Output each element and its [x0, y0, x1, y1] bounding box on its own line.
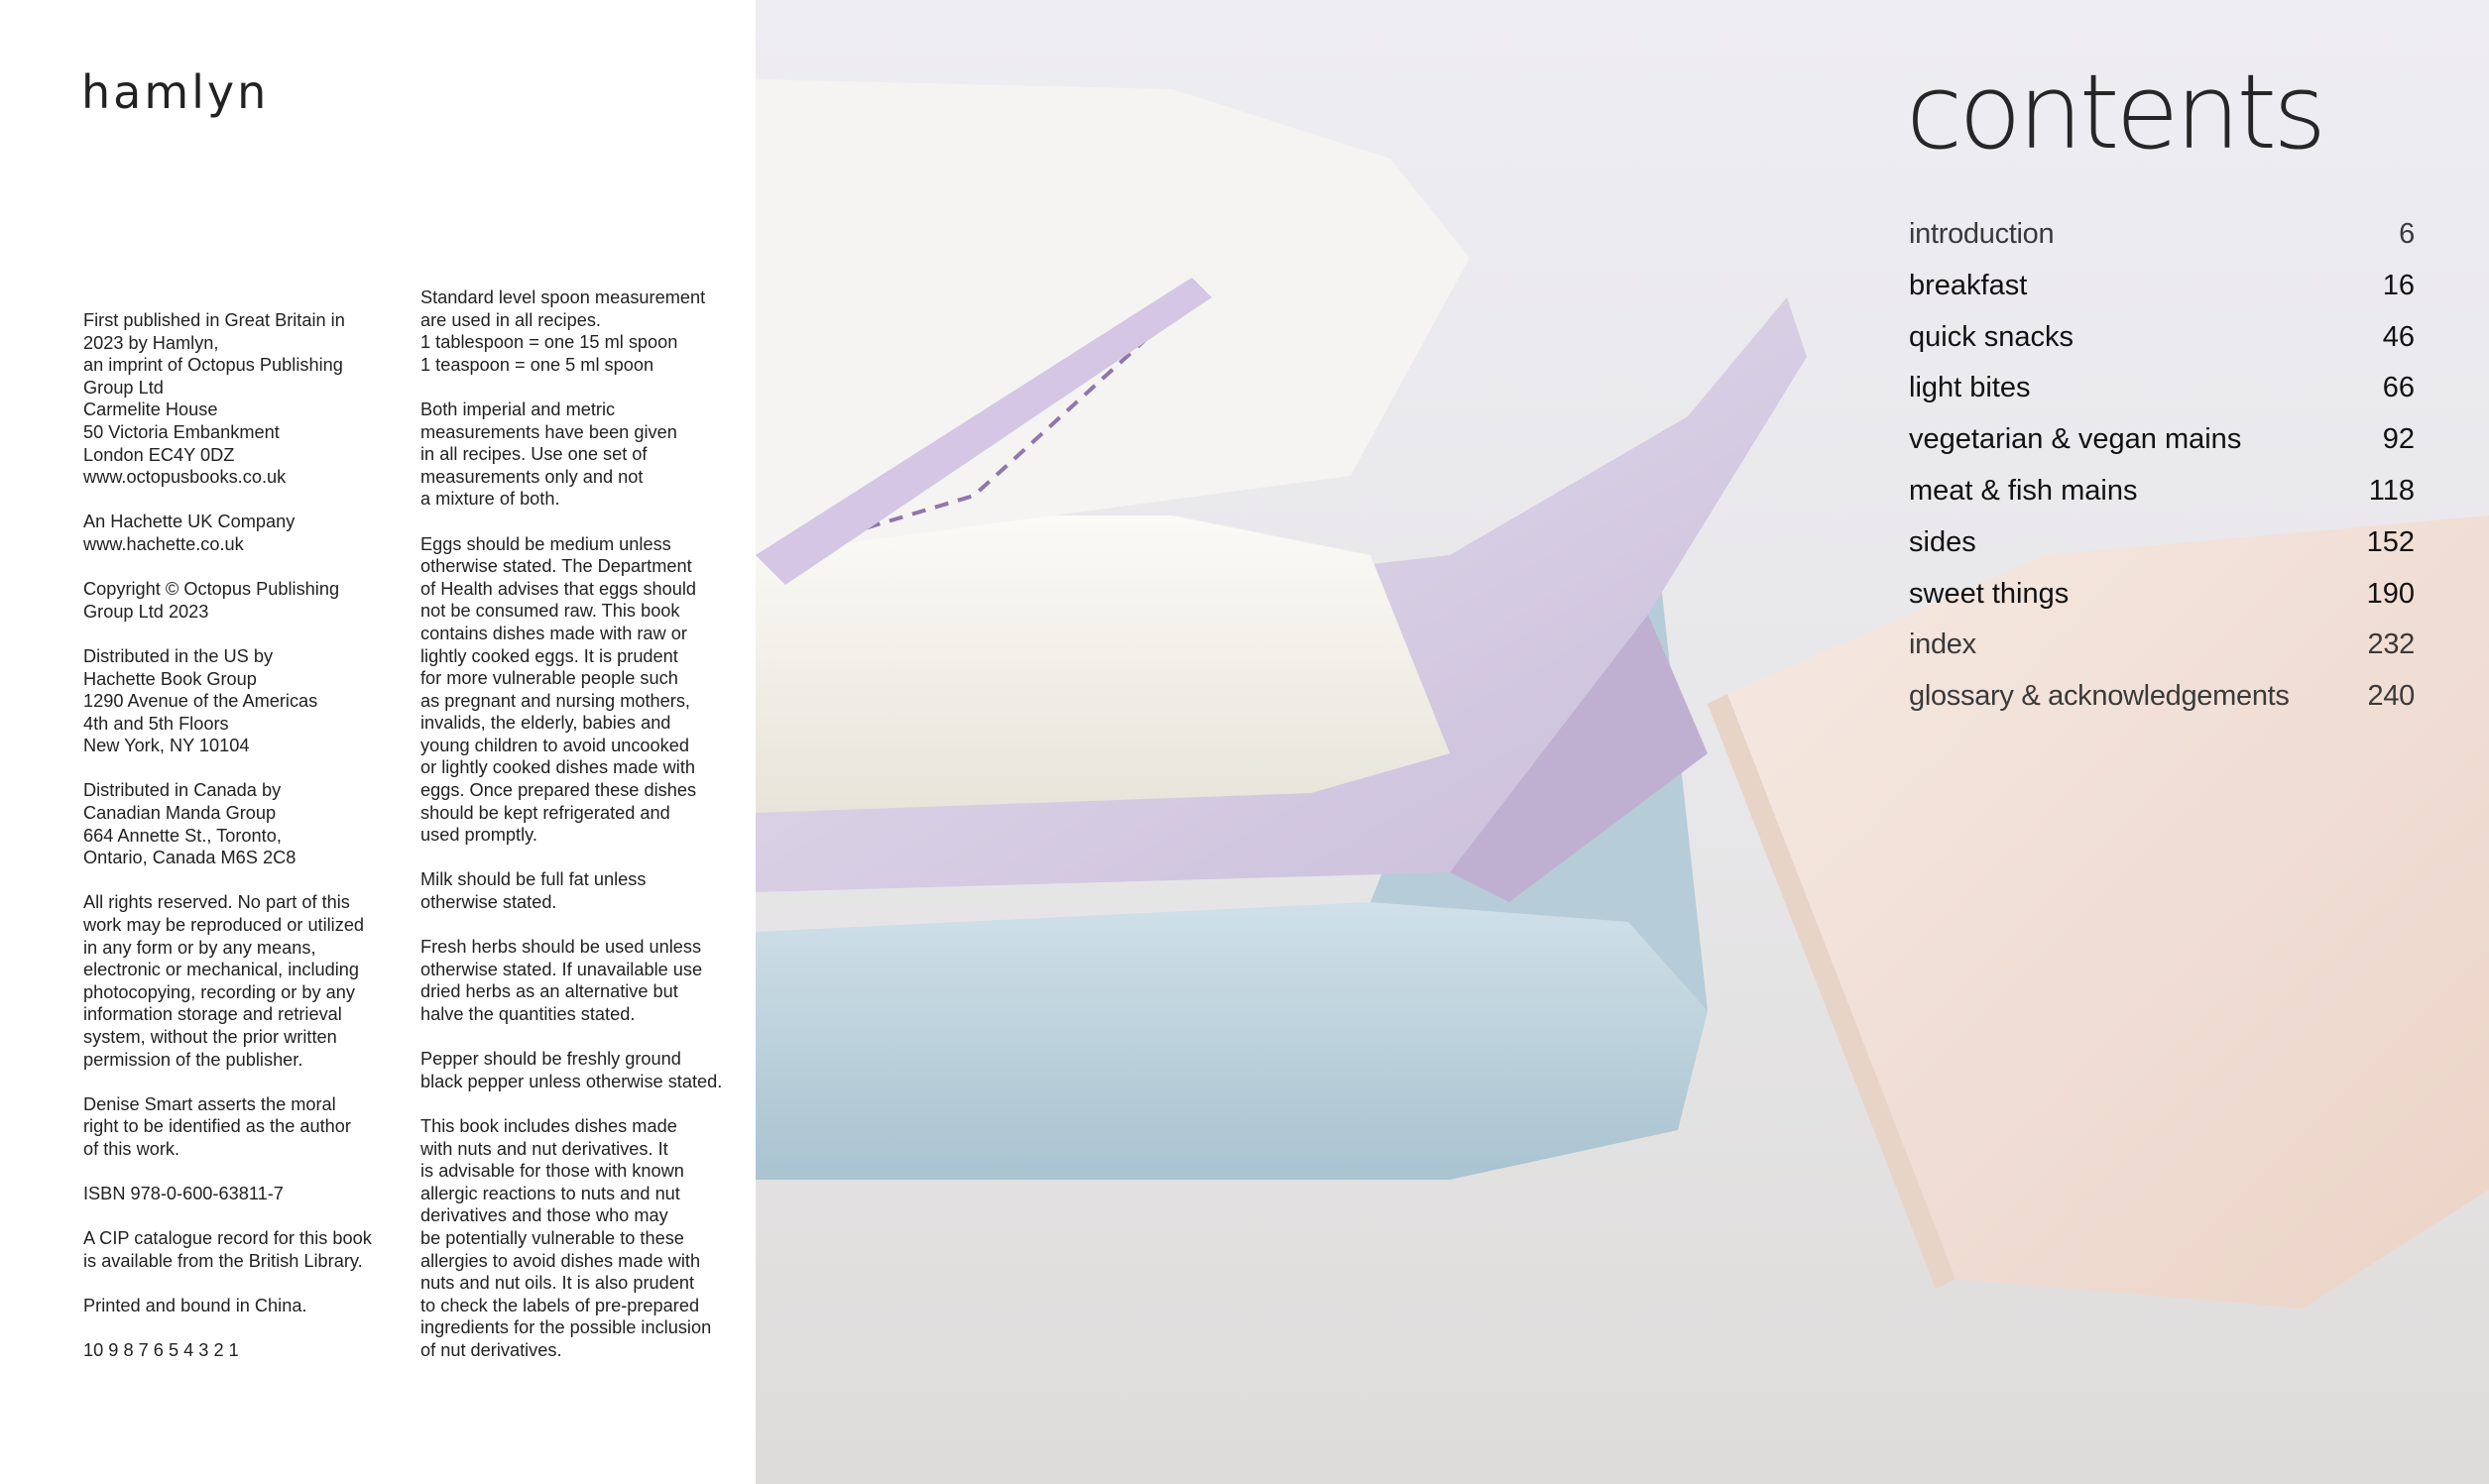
toc-entry-label: sides [1909, 525, 1976, 558]
toc-entry[interactable] [1909, 423, 2415, 475]
copyright-page [0, 0, 756, 1484]
notes-paragraph: Pepper should be freshly ground black pepper unless otherwise stated. [420, 1049, 723, 1091]
toc-entry-label: vegetarian & vegan mains [1909, 423, 2242, 456]
toc-entry[interactable] [1909, 475, 2415, 526]
toc-entry[interactable] [1909, 372, 2415, 423]
imprint-paragraph: A CIP catalogue record for this book is available from the British Library. [83, 1228, 372, 1271]
imprint-paragraph: 10 9 8 7 6 5 4 3 2 1 [83, 1340, 239, 1361]
toc-entry-page: 16 [2382, 269, 2415, 301]
toc-entry-page: 240 [2367, 680, 2415, 713]
toc-entry[interactable] [1909, 526, 2415, 578]
toc-entry-label: introduction [1909, 218, 2055, 250]
imprint-paragraph: Denise Smart asserts the moral right to be identified as the author of this work. [83, 1093, 351, 1159]
toc-entry-page: 232 [2367, 628, 2415, 661]
toc-entry-page: 190 [2366, 577, 2415, 610]
notes-paragraph: Both imperial and metric measurements have been given in all recipes. Use one set of measurements only and not a mixture of both. [420, 399, 677, 510]
table-of-contents [1909, 218, 2415, 732]
notes-paragraph: Milk should be full fat unless otherwise stated. [420, 869, 647, 913]
toc-entry[interactable] [1909, 680, 2415, 732]
toc-entry-page: 66 [2382, 372, 2415, 404]
imprint-paragraph: Distributed in Canada by Canadian Manda Group 664 Annette St., Toronto, Ontario, Canada M6S 2C8 [83, 780, 296, 868]
toc-entry-page: 92 [2382, 423, 2415, 456]
imprint-paragraph: Distributed in the US by Hachette Book Group 1290 Avenue of the Americas 4th and 5th Floors New York, NY 10104 [83, 645, 318, 756]
toc-entry-page: 46 [2382, 320, 2415, 353]
publisher-logo: hamlyn [81, 65, 270, 119]
imprint-paragraph: First published in Great Britain in 2023 by Hamlyn, an imprint of Octopus Publishing Group Ltd Carmelite House 50 Victoria Embankment London EC4Y 0DZ www.octopusbooks.co.uk [83, 310, 345, 488]
notes-paragraph: This book includes dishes made with nuts and nut derivatives. It is advisable for those with known allergic reactions to nuts and nut derivatives and those who may be potentially vulnerable to these allergies to avoid dishes made with nuts and nut oils. It is also prudent to check the labels of pre-prepared ingredients for the possible inclusion of nut derivatives. [420, 1115, 712, 1360]
toc-entry-label: glossary & acknowledgements [1909, 680, 2290, 713]
imprint-paragraph: An Hachette UK Company www.hachette.co.uk [83, 512, 296, 554]
contents-heading: contents [1906, 52, 2323, 172]
notes-column [420, 286, 738, 1384]
toc-entry-label: index [1909, 628, 1976, 661]
toc-entry[interactable] [1909, 578, 2415, 629]
toc-entry[interactable] [1909, 218, 2415, 270]
notes-paragraph: Eggs should be medium unless otherwise stated. The Department of Health advises that eggs should not be consumed raw. This book contains dishes made with raw or lightly cooked eggs. It is prudent for more vulnerable people such as pregnant and nursing mothers, invalids, the elderly, babies and young children to avoid uncooked or lightly cooked dishes made with eggs. Once prepared these dishes should be kept refrigerated and used promptly. [420, 533, 697, 846]
imprint-paragraph: Copyright © Octopus Publishing Group Ltd 2023 [83, 579, 340, 622]
notes-paragraph: Standard level spoon measurement are used in all recipes. 1 tablespoon = one 15 ml spoon 1 teaspoon = one 5 ml spoon [420, 287, 706, 375]
toc-entry-label: quick snacks [1909, 320, 2074, 353]
imprint-paragraph: ISBN 978-0-600-63811-7 [83, 1184, 284, 1204]
imprint-paragraph: Printed and bound in China. [83, 1296, 307, 1316]
toc-entry[interactable] [1909, 628, 2415, 680]
toc-entry[interactable] [1909, 321, 2415, 373]
imprint-column [83, 309, 401, 1385]
toc-entry-label: sweet things [1909, 577, 2070, 610]
notes-paragraph: Fresh herbs should be used unless otherwise stated. If unavailable use dried herbs as an alternative but halve the quantities stated. [420, 937, 703, 1024]
toc-entry-label: light bites [1909, 372, 2031, 404]
toc-entry[interactable] [1909, 270, 2415, 321]
toc-entry-page: 152 [2366, 525, 2415, 558]
toc-entry-page: 6 [2399, 218, 2415, 250]
toc-entry-page: 118 [2368, 474, 2415, 507]
imprint-paragraph: All rights reserved. No part of this work may be reproduced or utilized in any form or by any means, electronic or mechanical, including photocopying, recording or by any information storage and retrieval system, without the prior written permission of the publisher. [83, 892, 365, 1070]
toc-entry-label: meat & fish mains [1909, 474, 2138, 507]
toc-entry-label: breakfast [1909, 269, 2028, 301]
